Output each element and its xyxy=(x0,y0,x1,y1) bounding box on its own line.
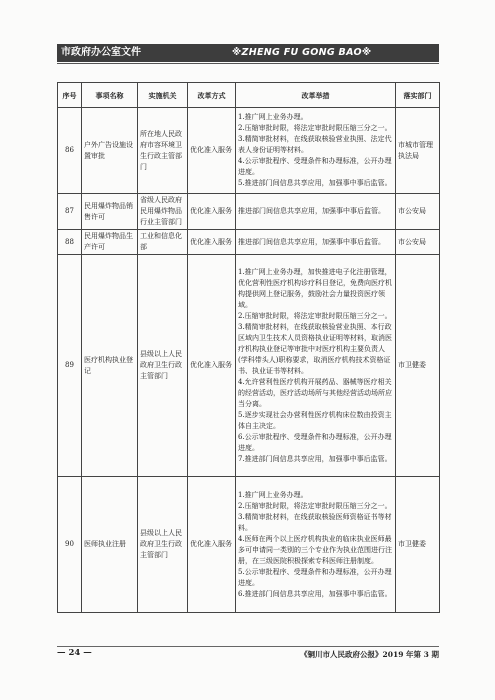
table-row xyxy=(58,194,440,230)
cell-name: 民用爆炸物品销售许可 xyxy=(82,194,138,230)
cell-no: 87 xyxy=(58,194,82,230)
measure-line: 4.公示审批程序、受理条件和办理标准，公开办理进度。 xyxy=(238,157,392,176)
cell-mode: 优化准入服务 xyxy=(188,108,236,194)
cell-name: 医疗机构执业登记 xyxy=(82,255,138,477)
measure-line: 4.医师在两个以上医疗机构执业的临床执业医师最多可申请同一类别的三个专业作为执业范围进行注册，在三级医院积极探索专科医师注册制度。 xyxy=(238,534,392,565)
header-left-title: 市政府办公室文件 xyxy=(61,47,141,58)
measure-line: 4.允许营利性医疗机构开展药品、器械等医疗相关的经营活动，医疗活动场所与其他经营活动场所应当分离。 xyxy=(238,377,392,408)
cell-dept: 市卫健委 xyxy=(396,255,440,477)
cell-agency: 县级以上人民政府卫生行政主管部门 xyxy=(138,255,188,477)
cell-no: 86 xyxy=(58,108,82,194)
cell-measures xyxy=(236,255,396,477)
cell-mode: 优化准入服务 xyxy=(188,255,236,477)
measure-line: 5.推进部门间信息共享应用，加强事中事后监管。 xyxy=(238,179,392,187)
header-divider xyxy=(57,63,439,64)
page-number: — 24 — xyxy=(57,648,92,658)
table-row xyxy=(58,230,440,255)
header-right-title: ※ZHENG FU GONG BAO※ xyxy=(232,47,372,58)
table-row xyxy=(58,477,440,613)
col-header-name: 事项名称 xyxy=(82,83,138,108)
measure-line: 推进部门间信息共享应用，加强事中事后监管。 xyxy=(238,207,385,215)
measure-line: 3.精简审批材料，在线获取核验医师资格证书等材料。 xyxy=(238,512,392,532)
measure-line: 6.公示审批程序、受理条件和办理标准，公开办理进度。 xyxy=(238,432,392,452)
cell-mode: 优化准入服务 xyxy=(188,477,236,613)
measure-line: 2.压缩审批时限，将法定审批时限压缩三分之一。 xyxy=(238,124,392,132)
measure-line: 3.精简审批材料，在线获取核验营业执照、本行政区域内卫生技术人员资格执业证明等材料，取消医疗机构执业登记等审批中对医疗机构主要负责人(学科带头人)职称要求，取消医疗机构技术资格证书、执业证书等材料。 xyxy=(238,322,392,375)
cell-mode: 优化准入服务 xyxy=(188,194,236,230)
col-header-no: 序号 xyxy=(58,83,82,108)
measure-line: 1.推广网上业务办理。 xyxy=(238,113,308,121)
cell-dept: 市公安局 xyxy=(396,194,440,230)
reform-table xyxy=(57,82,440,613)
col-header-agency: 实施机关 xyxy=(138,83,188,108)
cell-no: 90 xyxy=(58,477,82,613)
measure-line: 2.压缩审批时限，将法定审批时限压缩三分之一。 xyxy=(238,311,392,320)
measure-line: 7.推进部门间信息共享应用，加强事中事后监管。 xyxy=(238,454,392,463)
cell-agency: 省级人民政府民用爆炸物品行业主管部门 xyxy=(138,194,188,230)
cell-measures xyxy=(236,194,396,230)
cell-name: 户外广告设施设置审批 xyxy=(82,108,138,194)
journal-issue: 《铜川市人民政府公报》2019 年第 3 期 xyxy=(300,650,439,659)
cell-agency: 县级以上人民政府卫生行政主管部门 xyxy=(138,477,188,613)
measure-line: 1.推广网上业务办理，加快推进电子化注册管理，优化营利性医疗机构诊疗科目登记，免费向医疗机构提供网上登记服务，鼓励社会力量投资医疗领域。 xyxy=(238,267,392,309)
cell-name: 民用爆炸物品生产许可 xyxy=(82,230,138,255)
cell-dept: 市城市管理执法局 xyxy=(396,108,440,194)
measure-line: 5.逐步实现社会办营利性医疗机构床位数由投资主体自主决定。 xyxy=(238,410,392,430)
cell-dept: 市卫健委 xyxy=(396,477,440,613)
measure-line: 5.公示审批程序、受理条件和办理标准，公开办理进度。 xyxy=(238,567,392,587)
cell-agency: 工业和信息化部 xyxy=(138,230,188,255)
footer-divider xyxy=(57,646,439,647)
measure-line: 6.推进部门间信息共享应用，加强事中事后监管。 xyxy=(238,589,392,598)
cell-dept: 市公安局 xyxy=(396,230,440,255)
cell-measures xyxy=(236,108,396,194)
col-header-dept: 落实部门 xyxy=(396,83,440,108)
cell-mode: 优化准入服务 xyxy=(188,230,236,255)
col-header-measures: 改革举措 xyxy=(236,83,396,108)
cell-measures xyxy=(236,230,396,255)
measure-line: 1.推广网上业务办理。 xyxy=(238,490,308,499)
cell-agency: 所在地人民政府市容环境卫生行政主管部门 xyxy=(138,108,188,194)
table-row xyxy=(58,108,440,194)
table-header-row xyxy=(58,83,440,108)
measure-line: 2.压缩审批时限，将法定审批时限压缩三分之一。 xyxy=(238,501,392,510)
measure-line: 推进部门间信息共享应用，加强事中事后监管。 xyxy=(238,237,385,246)
cell-name: 医师执业注册 xyxy=(82,477,138,613)
cell-measures xyxy=(236,477,396,613)
col-header-mode: 改革方式 xyxy=(188,83,236,108)
table-row xyxy=(58,255,440,477)
cell-no: 89 xyxy=(58,255,82,477)
cell-no: 88 xyxy=(58,230,82,255)
measure-line: 3.精简审批材料，在线获取核验营业执照、法定代表人身份证明等材料。 xyxy=(238,135,392,154)
